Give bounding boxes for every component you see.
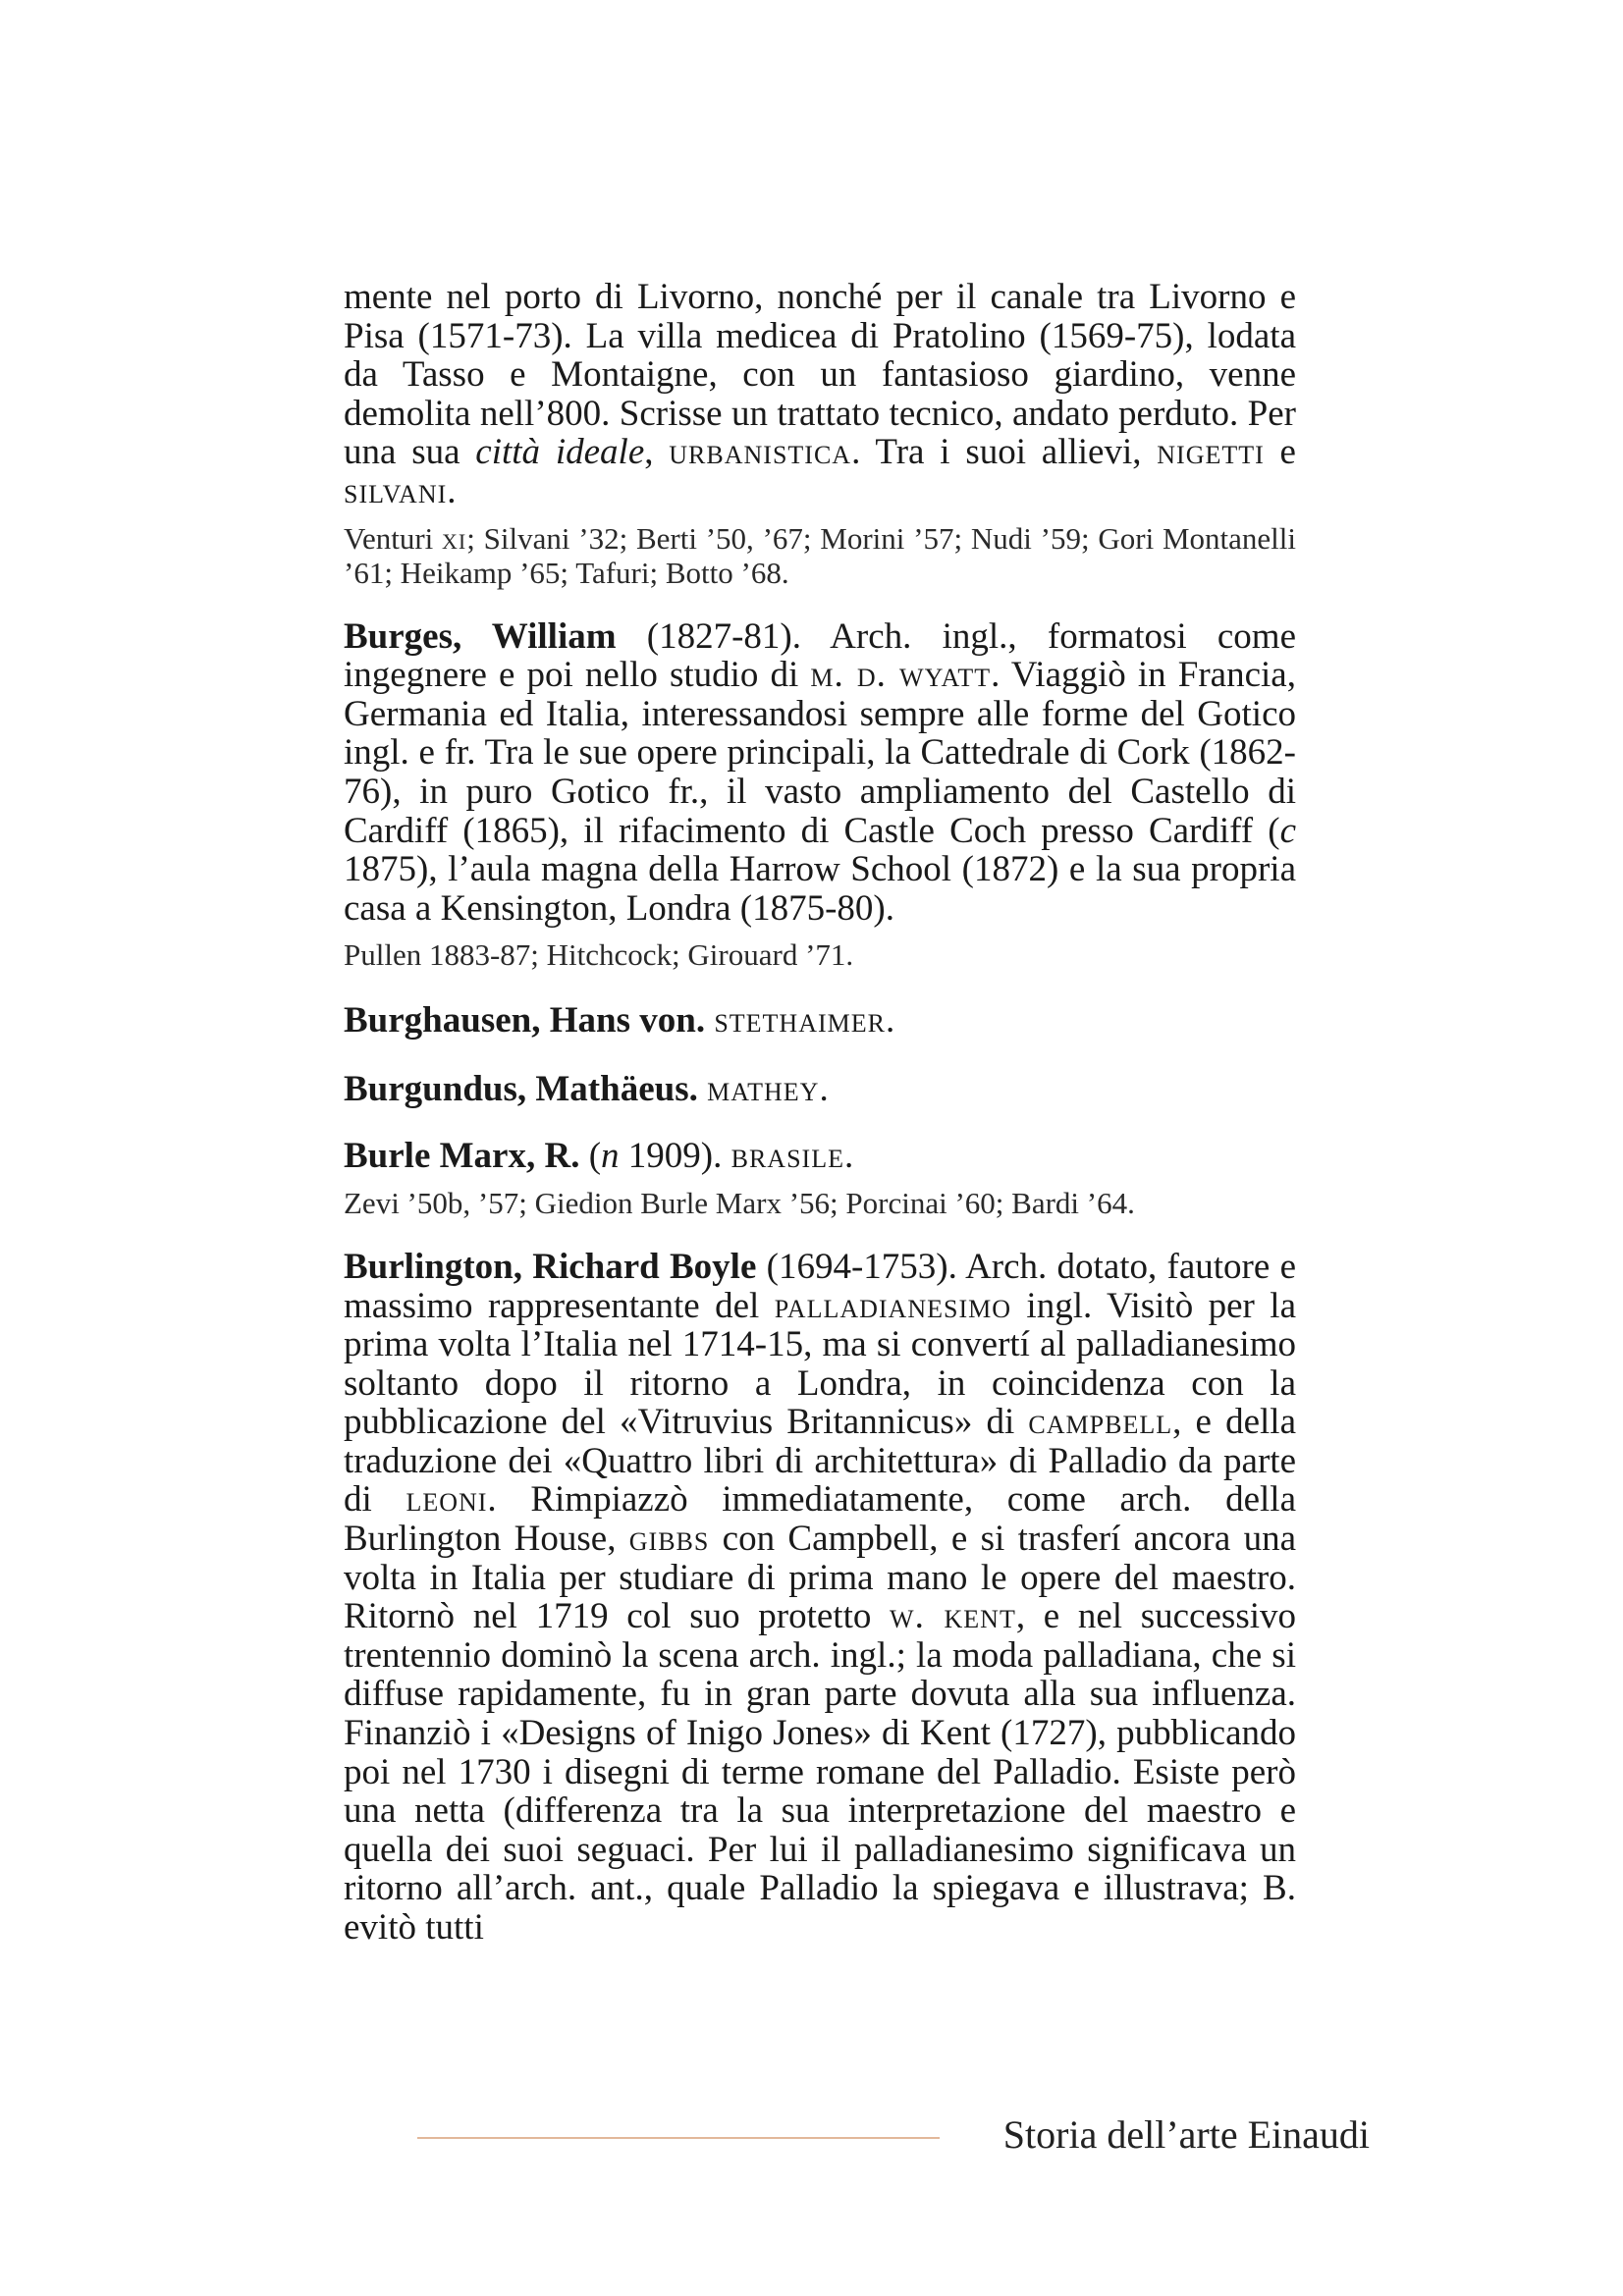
entry-burghausen [344,1001,1296,1041]
cross-reference: silvani [344,470,448,511]
cross-reference: m. d. wyatt [810,655,992,696]
text-run: ( [579,1136,602,1177]
headword: Burghausen, Hans von. [344,1000,706,1041]
entry-burges [344,617,1296,973]
cross-reference: palladianesimo [774,1285,1012,1326]
cross-reference: leoni [406,1479,488,1521]
text-run: (1827-81). Arch. ingl., formatosi come ingegnere e poi nello studio di [344,615,1297,696]
text-run: 1909). [619,1136,731,1177]
page-text [344,278,1296,1948]
cross-reference: brasile. [730,1136,855,1177]
text-run: , e della traduzione dei «Quattro libri di architettura» di Palladio da parte di [344,1402,1296,1521]
text-run: ingl. Visitò per la prima volta l’Italia nel 1714-15, ma si convertí al palladianesimo soltanto dopo il ritorno a Londra, in coincidenza con la pubblicazione del «Vitruvius Britannicus» di [344,1285,1296,1443]
italic-term: città ideale [475,432,645,473]
text-run: . Rimpiazzò immediatamente, come arch. della Burlington House, [344,1479,1296,1560]
text-run: con Campbell, e si trasferí ancora una volta in Italia per studiare di prima mano le opere del maestro. Ritornò nel 1719 col suo protetto [344,1519,1296,1637]
entry-continuation [344,278,1296,590]
text-run: mente nel porto di Livorno, nonché per il canale tra Livorno e Pisa (1571-73). La villa medicea di Pratolino (1569-75), lodata da Tasso e Montaigne, con un fantasioso giardino, venne demolita nell’800. Scrisse un trattato tecnico, andato perduto. Per una sua [344,277,1296,473]
cross-reference: mathey. [707,1069,830,1110]
footer-title: Storia dell’arte Einaudi [1002,2112,1370,2157]
italic-term: c [1279,810,1296,851]
page-footer [417,2106,1370,2164]
headword: Burges, William [344,615,617,657]
cross-reference: stethaimer. [714,1000,896,1041]
text-run: . Viaggiò in Francia, Germania ed Italia, interessandosi sempre alle forme del Gotico ingl. e fr. Tra le sue opere principali, la Cattedrale di Cork (1862-76), in puro Gotico fr., il vasto ampliamento del Castello di Cardiff (1865), il rifacimento di Castle Coch presso Cardiff ( [344,655,1296,851]
headword: Burgundus, Mathäeus. [344,1069,698,1110]
entry-paragraph [344,1137,1296,1176]
entry-burle-marx [344,1137,1296,1220]
entry-paragraph [344,617,1296,929]
entry-burlington [344,1248,1296,1948]
cross-reference: campbell [1028,1402,1173,1443]
entry-paragraph [344,1248,1296,1948]
text-run: (1694-1753). Arch. dotato, fautore e massimo rappresentante del [344,1246,1296,1326]
text-run: ; Silvani ’32; Berti ’50, ’67; Morini ’57; Nudi ’59; Gori Montanelli ’61; Heikamp ’65; Tafuri; Botto ’68. [344,520,1296,590]
text-run: e [1264,432,1296,473]
text-run: . [447,470,457,511]
bibliography: Zevi ’50b, ’57; Giedion Burle Marx ’56; Porcinai ’60; Bardi ’64. [344,1185,1135,1220]
roman-numeral: xi [442,520,467,556]
footer-rule [417,2137,940,2139]
continuation-paragraph [344,278,1296,511]
cross-reference: nigetti [1157,432,1265,473]
italic-term: n [601,1136,620,1177]
bibliography: Pullen 1883-87; Hitchcock; Girouard ’71. [344,937,854,973]
text-run: Venturi [344,520,443,556]
text-run: , [644,432,670,473]
headword: Burlington, Richard Boyle [344,1246,757,1287]
bibliography [344,521,1296,590]
cross-reference: urbanistica [669,432,852,473]
text-run: 1875), l’aula magna della Harrow School (1872) e la sua propria casa a Kensington, Londra (1875-80). [344,849,1296,929]
entry-burgundus [344,1070,1296,1109]
cross-reference: gibbs [628,1519,710,1560]
headword: Burle Marx, R. [344,1136,580,1177]
text-run: . Tra i suoi allievi, [851,432,1158,473]
text-run: , e nel successivo trentennio dominò la scena arch. ingl.; la moda palladiana, che si diffuse rapidamente, fu in gran parte dovuta alla sua influenza. Finanziò i «Designs of Inigo Jones» di Kent (1727), pubblicando poi nel 1730 i disegni di terme romane del Palladio. Esiste però una netta (differenza tra la sua interpretazione del maestro e quella dei suoi seguaci. Per lui il palladianesimo significava un ritorno all’arch. ant., quale Palladio la spiegava e illustrava; B. evitò tutti [344,1596,1297,1948]
cross-reference: w. kent [890,1596,1016,1637]
